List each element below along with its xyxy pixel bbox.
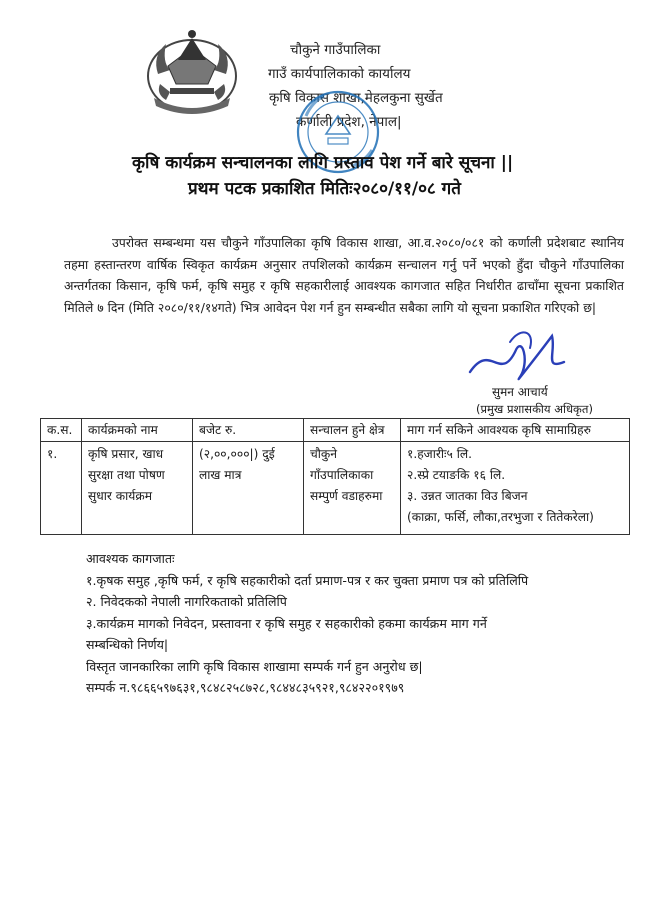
table-row	[41, 442, 630, 535]
municipality-name: चौकुने गाउँपालिका	[290, 42, 381, 58]
material-item: ३. उन्नत जातका विउ बिजन	[407, 489, 528, 503]
cell-program: कृषि प्रसार, खाध सुरक्षा तथा पोषण सुधार कार्यक्रम	[82, 442, 193, 535]
contact-numbers: सम्पर्क न.९८६६५९७६३१,९८४८२५८७२८,९८४४८३५९२१,९८४२२०१९७९	[86, 680, 405, 695]
document-item: सम्बन्धिको निर्णय|	[86, 637, 169, 652]
signature-icon	[460, 322, 580, 392]
col-header-sn: क.स.	[41, 419, 82, 442]
material-item: १.हजारीः५ लि.	[407, 447, 472, 461]
required-documents	[86, 548, 528, 699]
col-header-materials: माग गर्न सकिने आवश्यक कृषि सामाग्रिहरु	[401, 419, 630, 442]
cell-area: चौकुने गाँउपालिकाका सम्पुर्ण वडाहरुमा	[304, 442, 401, 535]
document-item: २. निवेदकको नेपाली नागरिकताको प्रतिलिपि	[86, 594, 287, 609]
material-item: २.स्प्रे टयाङकि १६ लि.	[407, 468, 506, 482]
contact-note: विस्तृत जानकारिका लागि कृषि विकास शाखामा सम्पर्क गर्न हुन अनुरोध छ|	[86, 658, 423, 674]
table-header-row	[41, 419, 630, 442]
signatory-title: (प्रमुख प्रशासकीय अधिकृत)	[476, 402, 593, 416]
province-name: कर्णाली प्रदेश, नेपाल|	[296, 114, 402, 130]
cell-sn: १.	[41, 442, 82, 535]
program-table	[40, 418, 630, 535]
cell-budget: (२,००,०००|) दुई लाख मात्र	[193, 442, 304, 535]
signatory-name: सुमन आचार्य	[492, 385, 548, 399]
material-item: (काक्रा, फर्सि, लौका,तरभुजा र तितेकरेला)	[407, 510, 594, 524]
notice-title: कृषि कार्यक्रम सन्चालनका लागि प्रस्ताव पेश गर्ने बारे सूचना ||	[132, 153, 514, 173]
col-header-area: सन्चालन हुने क्षेत्र	[304, 419, 401, 442]
office-name: गाउँ कार्यपालिकाको कार्यालय	[268, 66, 411, 82]
document-item: ३.कार्यक्रम मागको निवेदन, प्रस्तावना र कृषि समुह र सहकारीको हकमा कार्यक्रम माग गर्ने	[86, 615, 487, 631]
publication-date: प्रथम पटक प्रकाशित मितिः२०८०/११/०८ गते	[188, 179, 461, 199]
document-item: १.कृषक समुह ,कृषि फर्म, र कृषि सहकारीको दर्ता प्रमाण-पत्र र कर चुक्ता प्रमाण पत्र को प्रतिलिपि	[86, 572, 529, 588]
nepal-emblem-icon	[140, 26, 245, 118]
col-header-program: कार्यक्रमको नाम	[82, 419, 193, 442]
branch-name: कृषि विकास शाखा,मेहलकुना सुर्खेत	[269, 90, 443, 106]
notice-paragraph: उपरोक्त सम्बन्धमा यस चौकुने गाँउपालिका कृषि विकास शाखा, आ.व.२०८०/०८१ को कर्णाली प्रदेशबाट स्थानिय तहमा हस्तान्तरण वार्षिक स्विकृत कार्यक्रम अनुसार तपशिलको कार्यक्रम सन्चालन गर्नु पर्ने भएको हुँदा चौकुने गाँउपालिका अन्तर्गतका किसान, कृषि फर्म, कृषि समुह र कृषि सहकारीलाई आवश्यक कागजात सहित निर्धारीत ढाचाँमा सूचना प्रकाशित मितिले ७ दिन (मिति २०८०/११/१४गते) भित्र आवेदन पेश गर्न हुन सम्बन्धीत सबैका लागि यो सूचना प्रकाशित गरिएको छ|	[64, 235, 624, 315]
documents-heading: आवश्यक कागजातः	[86, 551, 175, 566]
col-header-budget: बजेट रु.	[193, 419, 304, 442]
cell-materials	[401, 442, 630, 535]
